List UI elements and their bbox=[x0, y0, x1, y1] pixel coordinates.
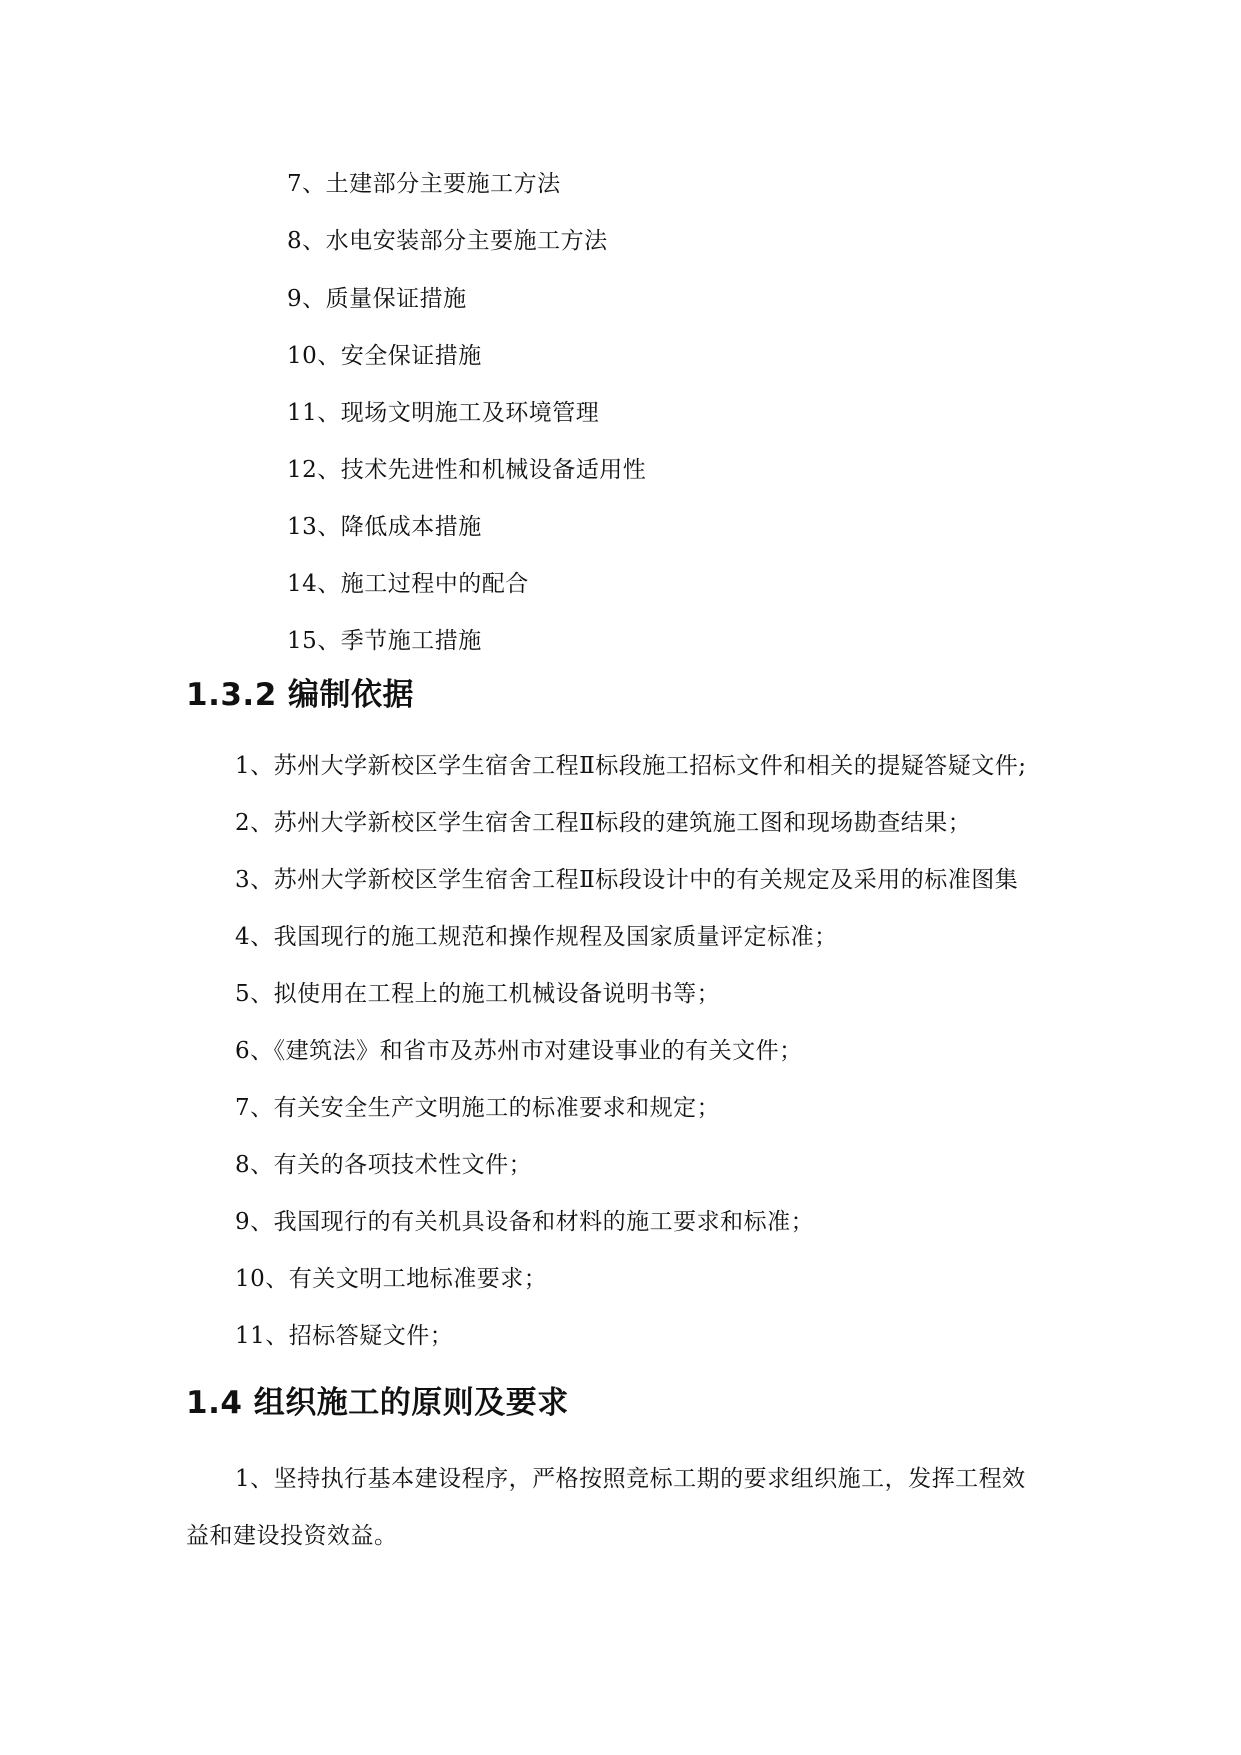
paragraph-line: 益和建设投资效益。 bbox=[186, 1523, 398, 1549]
basis-list-item: 9、我国现行的有关机具设备和材料的施工要求和标准； bbox=[235, 1209, 815, 1235]
toc-item: 15、季节施工措施 bbox=[287, 628, 482, 654]
basis-list-item: 11、招标答疑文件； bbox=[235, 1323, 454, 1349]
toc-item: 7、土建部分主要施工方法 bbox=[287, 171, 561, 197]
basis-list-item: 4、我国现行的施工规范和操作规程及国家质量评定标准； bbox=[235, 924, 838, 950]
toc-item: 12、技术先进性和机械设备适用性 bbox=[287, 457, 647, 483]
toc-item: 8、水电安装部分主要施工方法 bbox=[287, 228, 608, 254]
basis-list-item: 7、有关安全生产文明施工的标准要求和规定； bbox=[235, 1095, 721, 1121]
basis-list-item: 5、拟使用在工程上的施工机械设备说明书等； bbox=[235, 981, 721, 1007]
toc-item: 13、降低成本措施 bbox=[287, 514, 482, 540]
paragraph-line: 1、坚持执行基本建设程序，严格按照竞标工期的要求组织施工，发挥工程效 bbox=[235, 1466, 1026, 1492]
basis-list-item: 6、《建筑法》和省市及苏州市对建设事业的有关文件； bbox=[235, 1038, 803, 1064]
toc-item: 11、现场文明施工及环境管理 bbox=[287, 400, 600, 426]
basis-list-item: 2、苏州大学新校区学生宿舍工程Ⅱ标段的建筑施工图和现场勘查结果； bbox=[235, 810, 972, 836]
basis-list-item: 1、苏州大学新校区学生宿舍工程Ⅱ标段施工招标文件和相关的提疑答疑文件; bbox=[235, 753, 1027, 779]
basis-list-item: 8、有关的各项技术性文件； bbox=[235, 1152, 533, 1178]
toc-item: 10、安全保证措施 bbox=[287, 343, 482, 369]
toc-item: 9、质量保证措施 bbox=[287, 286, 467, 312]
basis-list-item: 10、有关文明工地标准要求； bbox=[235, 1266, 548, 1292]
section-heading-construction-principles: 1.4 组织施工的原则及要求 bbox=[186, 1385, 569, 1421]
section-heading-compilation-basis: 1.3.2 编制依据 bbox=[186, 677, 415, 713]
toc-item: 14、施工过程中的配合 bbox=[287, 571, 529, 597]
basis-list-item: 3、苏州大学新校区学生宿舍工程Ⅱ标段设计中的有关规定及采用的标准图集 bbox=[235, 867, 1019, 893]
